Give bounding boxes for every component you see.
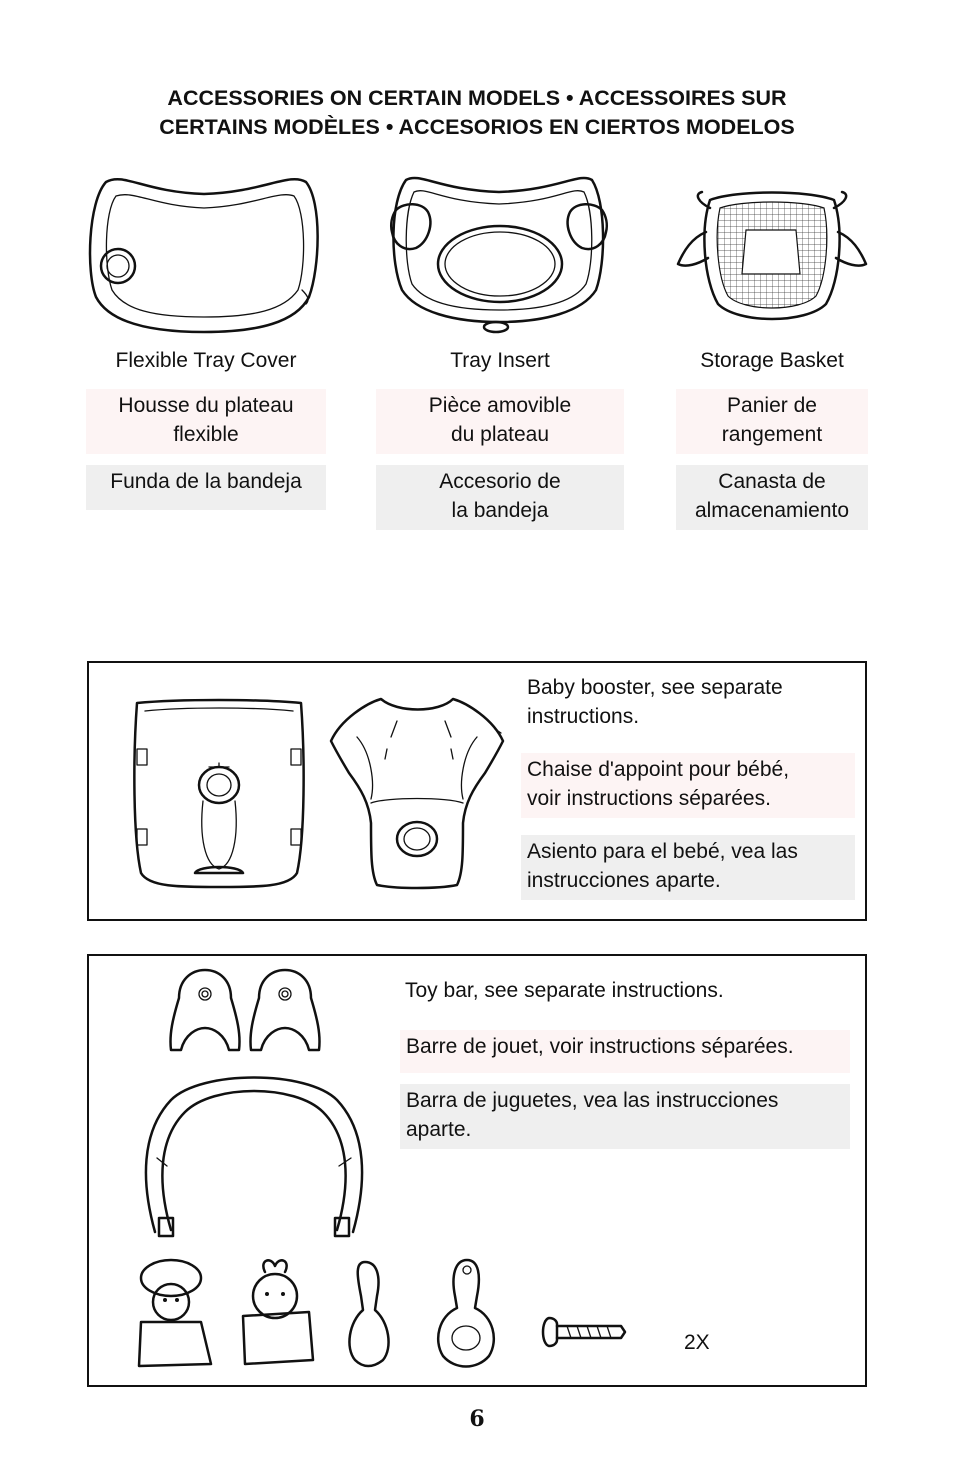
toy-bar-text-es: [400, 1084, 850, 1149]
accessory-label-es: [376, 465, 624, 530]
title-line-1: ACCESSORIES ON CERTAIN MODELS • ACCESSOIRES SUR: [167, 86, 787, 110]
en-line: instructions.: [527, 705, 640, 728]
accessory-label-en: Storage Basket: [700, 349, 844, 372]
booster-pad-illustration: [129, 697, 309, 891]
accessory-label-es: [86, 465, 326, 510]
es-line: Canasta de: [718, 470, 826, 493]
fr-line: rangement: [721, 423, 823, 446]
screw-quantity: 2X: [684, 1331, 710, 1354]
booster-text-es: [521, 835, 855, 900]
accessory-label-fr: [676, 389, 868, 454]
page-title: [60, 84, 894, 142]
fr-line: du plateau: [450, 423, 550, 446]
es-line: Barra de juguetes, vea las instrucciones: [406, 1089, 779, 1112]
title-line-2: CERTAINS MODÈLES • ACCESORIOS EN CIERTOS MODELOS: [159, 115, 795, 139]
fr-line: Panier de: [727, 394, 817, 417]
accessory-label-fr: [376, 389, 624, 454]
accessory-label-en: Tray Insert: [450, 349, 550, 372]
es-line: Accesorio de: [439, 470, 561, 493]
storage-basket-illustration: [676, 190, 868, 328]
accessory-label-en: Flexible Tray Cover: [115, 349, 297, 372]
es-line: almacenamiento: [694, 499, 850, 522]
es-line: aparte.: [406, 1118, 472, 1141]
flexible-tray-cover-illustration: [84, 172, 324, 337]
tray-insert-illustration: [384, 172, 614, 337]
en-line: Baby booster, see separate: [527, 676, 783, 699]
fr-line: flexible: [173, 423, 239, 446]
accessory-label-fr: [86, 389, 326, 454]
fr-line: voir instructions séparées.: [527, 787, 771, 810]
toy-bar-text-fr: Barre de jouet, voir instructions séparées.: [400, 1030, 850, 1073]
page-number: 6: [469, 1406, 485, 1432]
fr-line: Pièce amovible: [428, 394, 572, 417]
es-line: la bandeja: [451, 499, 549, 522]
baby-booster-panel: [87, 661, 867, 921]
es-line: instrucciones aparte.: [527, 869, 721, 892]
toy-bar-arch-illustration: [141, 1062, 367, 1238]
toy-bar-panel: [87, 954, 867, 1387]
toy-bar-text-en: Toy bar, see separate instructions.: [405, 979, 724, 1002]
fr-line: Chaise d'appoint pour bébé,: [527, 758, 790, 781]
toy-figures-illustration: [137, 1256, 667, 1374]
accessory-label-es: [676, 465, 868, 530]
fr-line: Housse du plateau: [118, 394, 294, 417]
booster-seat-cover-illustration: [327, 693, 507, 891]
booster-text-en: [527, 673, 783, 731]
es-line: Funda de la bandeja: [110, 470, 302, 493]
toy-bar-mounts-illustration: [169, 968, 329, 1054]
es-line: Asiento para el bebé, vea las: [527, 840, 798, 863]
booster-text-fr: [521, 753, 855, 818]
